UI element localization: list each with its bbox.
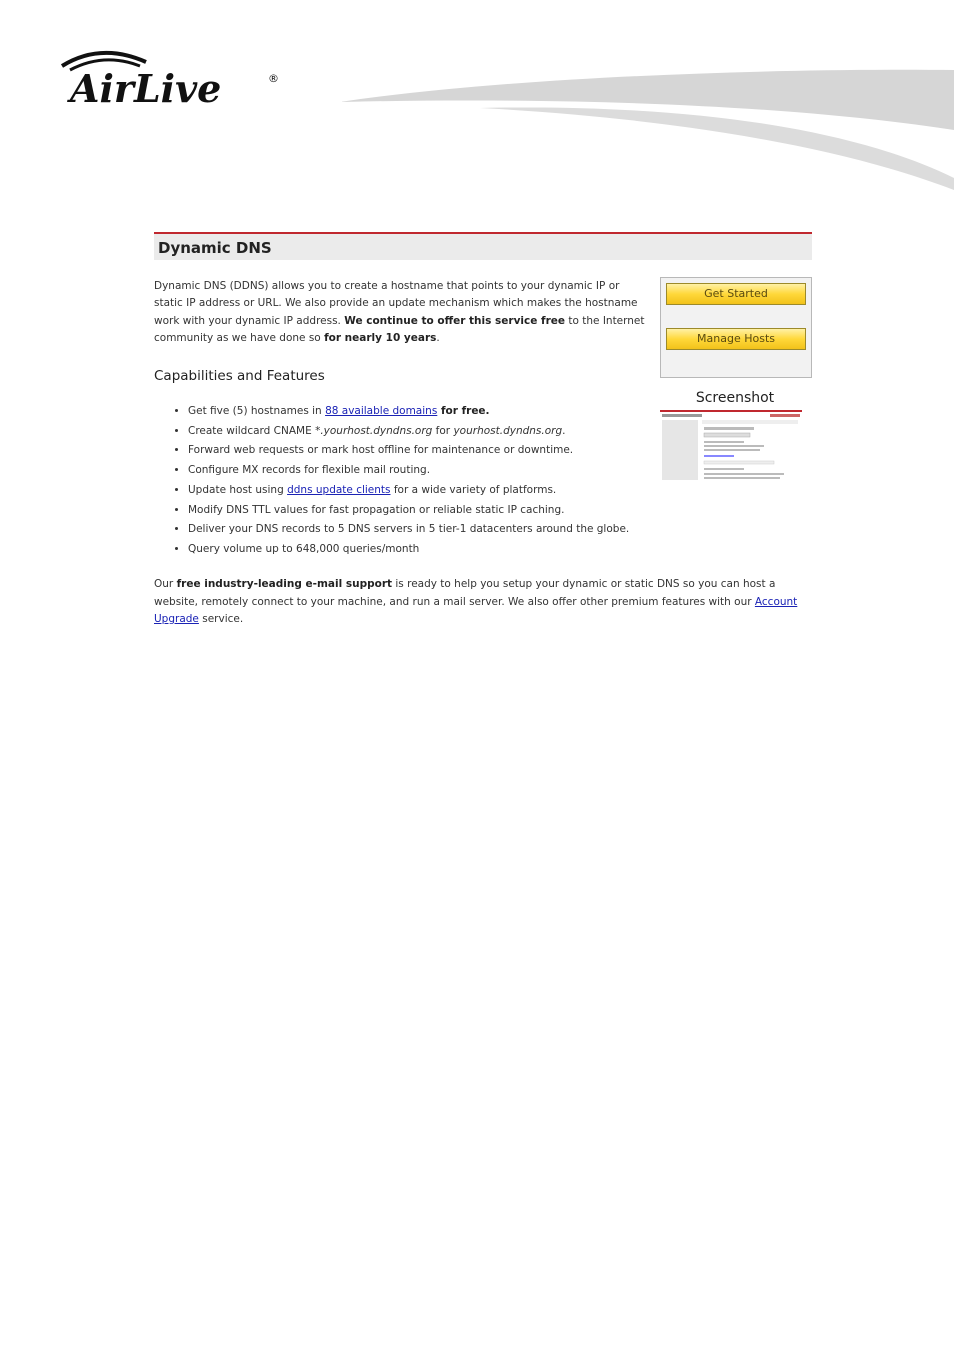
intro-bold-years: for nearly 10 years — [324, 331, 437, 344]
features-list — [168, 402, 668, 560]
item-text: Get five (5) hostnames in — [188, 405, 326, 417]
list-item — [188, 481, 668, 501]
item-italic: *.yourhost.dyndns.org — [315, 424, 433, 437]
manage-hosts-button[interactable]: Manage Hosts — [666, 328, 806, 350]
intro-bold-free: We continue to offer this service free — [344, 314, 566, 327]
screenshot-title: Screenshot — [695, 390, 775, 406]
get-started-button[interactable]: Get Started — [666, 283, 806, 305]
intro-text: Dynamic DNS (DDNS) allows you to create a hostname that points to your dynamic IP or static IP address or URL. We also provide an update mechanism which makes the hostname work with your dynamic IP address. — [154, 280, 638, 327]
intro-text-2: to the Internet community as we have done so — [154, 314, 645, 344]
list-item: • Configure MX records for flexible mail routing. — [188, 461, 668, 481]
list-item: • Modify DNS TTL values for fast propagation or reliable static IP caching. — [188, 501, 668, 521]
intro-paragraph — [154, 278, 650, 347]
capabilities-heading: Capabilities and Features — [154, 368, 325, 384]
outro-text: Our — [154, 578, 177, 590]
item-italic: yourhost.dyndns.org — [453, 424, 563, 437]
item-text: Create wildcard CNAME — [188, 424, 316, 437]
support-paragraph — [154, 576, 812, 629]
header-swoosh — [340, 60, 954, 190]
item-text: for — [432, 424, 454, 437]
item-text: for a wide variety of platforms. — [390, 483, 557, 496]
outro-bold: free industry-leading e-mail support — [176, 578, 393, 590]
logo-registered: ® — [268, 72, 279, 85]
main-content — [154, 232, 812, 625]
airlive-logo — [56, 44, 286, 106]
item-text: . — [562, 424, 566, 437]
section-title: Dynamic DNS — [158, 239, 272, 257]
ddns-update-clients-link[interactable]: ddns update clients — [287, 483, 391, 496]
list-item — [188, 402, 668, 422]
logo-text: AirLive — [70, 66, 222, 106]
outro-text-3: service. — [198, 613, 244, 625]
list-item: • Forward web requests or mark host offline for maintenance or downtime. — [188, 441, 668, 461]
available-domains-link[interactable]: 88 available domains — [325, 405, 438, 417]
list-item — [188, 422, 668, 442]
outro-text-2: is ready to help you setup your dynamic or static DNS so you can host a website, remotely connect to your machine, and run a mail server. We also offer other premium features with our — [154, 578, 776, 608]
item-bold: for free. — [437, 405, 490, 417]
account-upgrade-link[interactable]: Account Upgrade — [154, 595, 798, 625]
screenshot-thumbnail[interactable] — [660, 410, 802, 482]
list-item: • Deliver your DNS records to 5 DNS servers in 5 tier-1 datacenters around the globe. — [188, 520, 668, 540]
action-panel — [660, 277, 812, 378]
item-text: Update host using — [188, 483, 288, 496]
section-header — [154, 232, 812, 260]
intro-text-3: . — [436, 331, 440, 344]
list-item: • Query volume up to 648,000 queries/month — [188, 540, 668, 560]
